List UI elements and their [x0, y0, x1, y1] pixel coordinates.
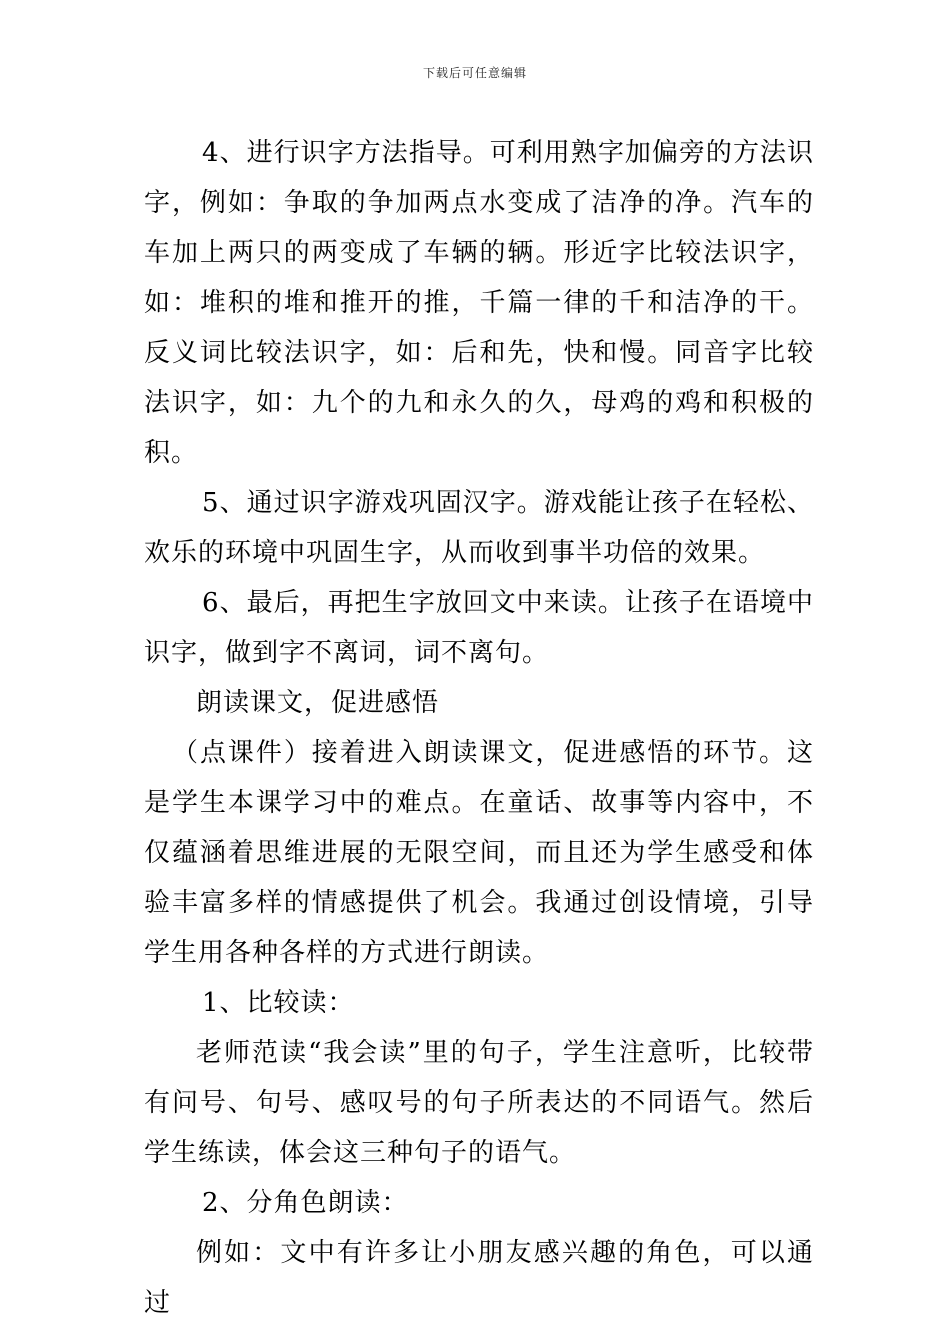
paragraph-read-in-context: 6、最后，再把生字放回文中来读。让孩子在语境中识字，做到字不离词，词不离句。	[144, 588, 814, 668]
paragraph-role-reading: 2、分角色朗读：	[202, 1188, 409, 1218]
paragraph-reading-intro: （点课件）接着进入朗读课文，促进感悟的环节。这是学生本课学习中的难点。在童话、故事等内容中，不仅蕴涵着思维进展的无限空间，而且还为学生感受和体验丰富多样的情感提供了机会。我通过创设情境，引导学生用各种各样的方式进行朗读。	[144, 738, 814, 968]
paragraph-role-example: 例如：文中有许多让小朋友感兴趣的角色，可以通过	[144, 1238, 814, 1318]
paragraph-literacy-method: 4、进行识字方法指导。可利用熟字加偏旁的方法识字，例如：争取的争加两点水变成了洁净的净。汽车的车加上两只的两变成了车辆的辆。形近字比较法识字，如：堆积的堆和推开的推，千篇一律的千和洁净的干。反义词比较法识字，如：后和先，快和慢。同音字比较法识字，如：九个的九和永久的久，母鸡的鸡和积极的积。	[144, 138, 814, 468]
paragraph-literacy-game: 5、通过识字游戏巩固汉字。游戏能让孩子在轻松、欢乐的环境中巩固生字，从而收到事半功倍的效果。	[144, 488, 814, 568]
page-header: 下载后可任意编辑	[422, 66, 527, 80]
paragraph-teacher-demo: 老师范读“我会读”里的句子，学生注意听，比较带有问号、句号、感叹号的句子所表达的不同语气。然后学生练读，体会这三种句子的语气。	[144, 1038, 814, 1168]
paragraph-compare-reading: 1、比较读：	[202, 988, 355, 1018]
document-body	[144, 128, 814, 1328]
section-heading-reading: 朗读课文，促进感悟	[196, 688, 440, 718]
